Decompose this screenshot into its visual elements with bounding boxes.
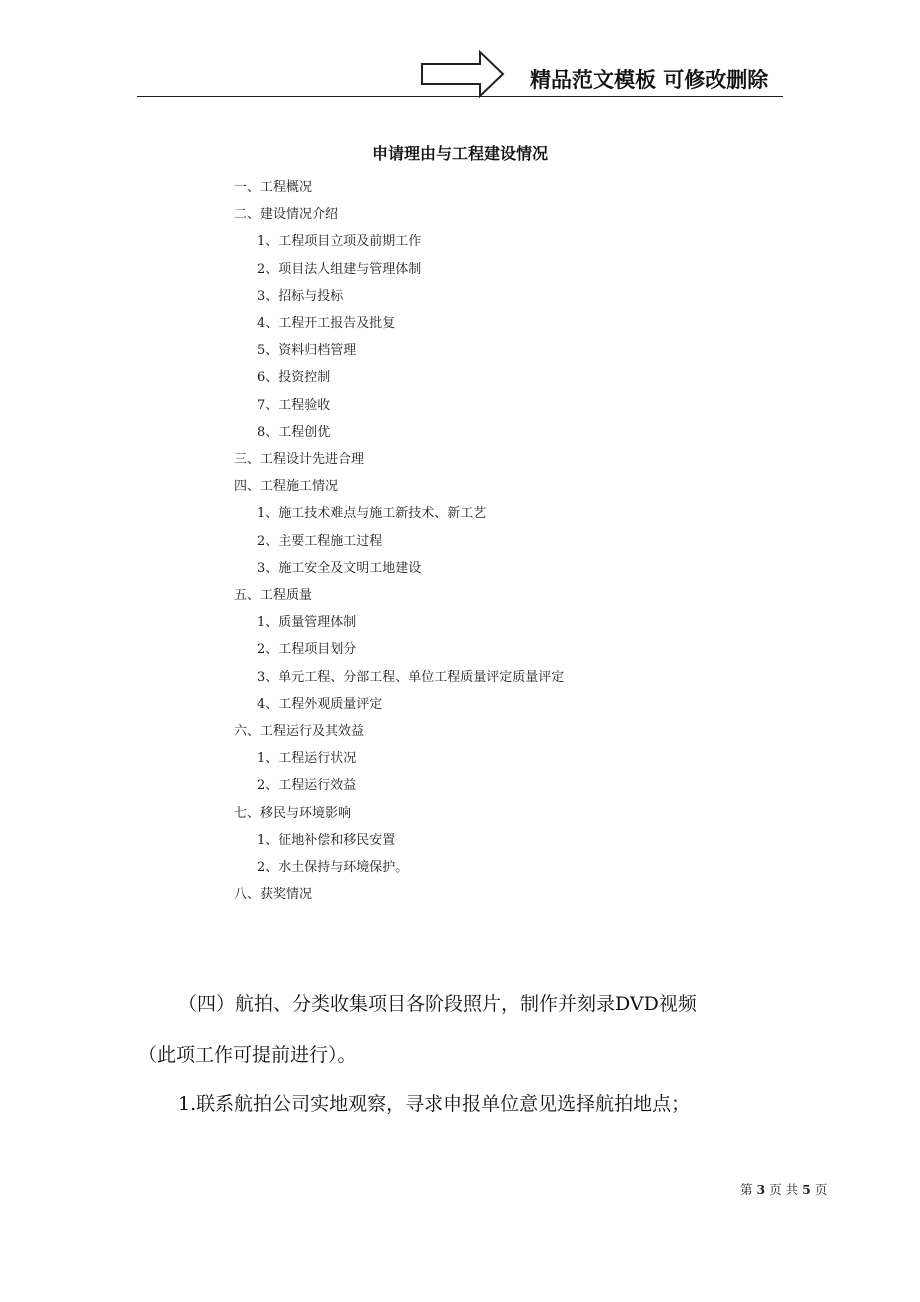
outline-subitem: 3、施工安全及文明工地建设: [257, 560, 422, 576]
outline-subitem: 1、工程运行状况: [257, 751, 357, 767]
outline-section-heading: 八、获奖情况: [234, 887, 313, 903]
outline-section-heading: 六、工程运行及其效益: [234, 724, 365, 739]
outline-subitem: 6、投资控制: [257, 370, 331, 386]
page-number: [740, 1180, 827, 1200]
page-suffix: 页: [814, 1182, 828, 1197]
page-current: 3: [756, 1182, 766, 1197]
outline-subitem: 1、工程项目立项及前期工作: [257, 234, 422, 250]
right-arrow-outline-icon: [420, 50, 506, 102]
outline-subitem: 7、工程验收: [257, 397, 331, 413]
outline-subitem: 2、主要工程施工过程: [257, 533, 383, 549]
outline-subitem: 2、工程项目划分: [257, 642, 357, 658]
paragraph-four-line-1: （四）航拍、分类收集项目各阶段照片，制作并刻录DVD视频: [178, 993, 697, 1015]
outline-subitem: 3、单元工程、分部工程、单位工程质量评定质量评定: [257, 669, 565, 685]
page-prefix: 第: [740, 1182, 753, 1197]
outline-section-heading: 一、工程概况: [234, 180, 313, 195]
outline-subitem: 1、质量管理体制: [257, 615, 357, 631]
outline-subitem: 8、工程创优: [257, 424, 331, 440]
paragraph-four-line-2: （此项工作可提前进行）。: [138, 1044, 357, 1066]
outline-subitem: 3、招标与投标: [257, 288, 344, 304]
outline-subitem: 2、工程运行效益: [257, 778, 357, 794]
header-divider: [137, 96, 783, 97]
document-title: 申请理由与工程建设情况: [371, 144, 548, 163]
outline-section-heading: 二、建设情况介绍: [234, 207, 339, 223]
outline-subitem: 4、工程外观质量评定: [257, 696, 383, 712]
outline-section-heading: 五、工程质量: [234, 588, 313, 603]
outline-subitem: 1、征地补偿和移民安置: [257, 832, 396, 848]
outline-subitem: 2、项目法人组建与管理体制: [257, 261, 422, 277]
page-mid: 页 共: [769, 1182, 799, 1197]
page-total: 5: [802, 1182, 811, 1197]
outline-subitem: 5、资料归档管理: [257, 343, 357, 359]
outline-subitem: 4、工程开工报告及批复: [257, 316, 396, 331]
outline-subitem: 2、水土保持与环境保护。: [257, 860, 409, 875]
outline-section-heading: 三、工程设计先进合理: [234, 452, 365, 467]
outline-section-heading: 四、工程施工情况: [234, 479, 339, 495]
outline-section-heading: 七、移民与环境影响: [234, 805, 352, 821]
header-text: 精品范文模板 可修改删除: [530, 68, 769, 92]
paragraph-step-one: 1.联系航拍公司实地观察，寻求申报单位意见选择航拍地点；: [178, 1093, 691, 1115]
outline-subitem: 1、施工技术难点与施工新技术、新工艺: [257, 506, 487, 522]
